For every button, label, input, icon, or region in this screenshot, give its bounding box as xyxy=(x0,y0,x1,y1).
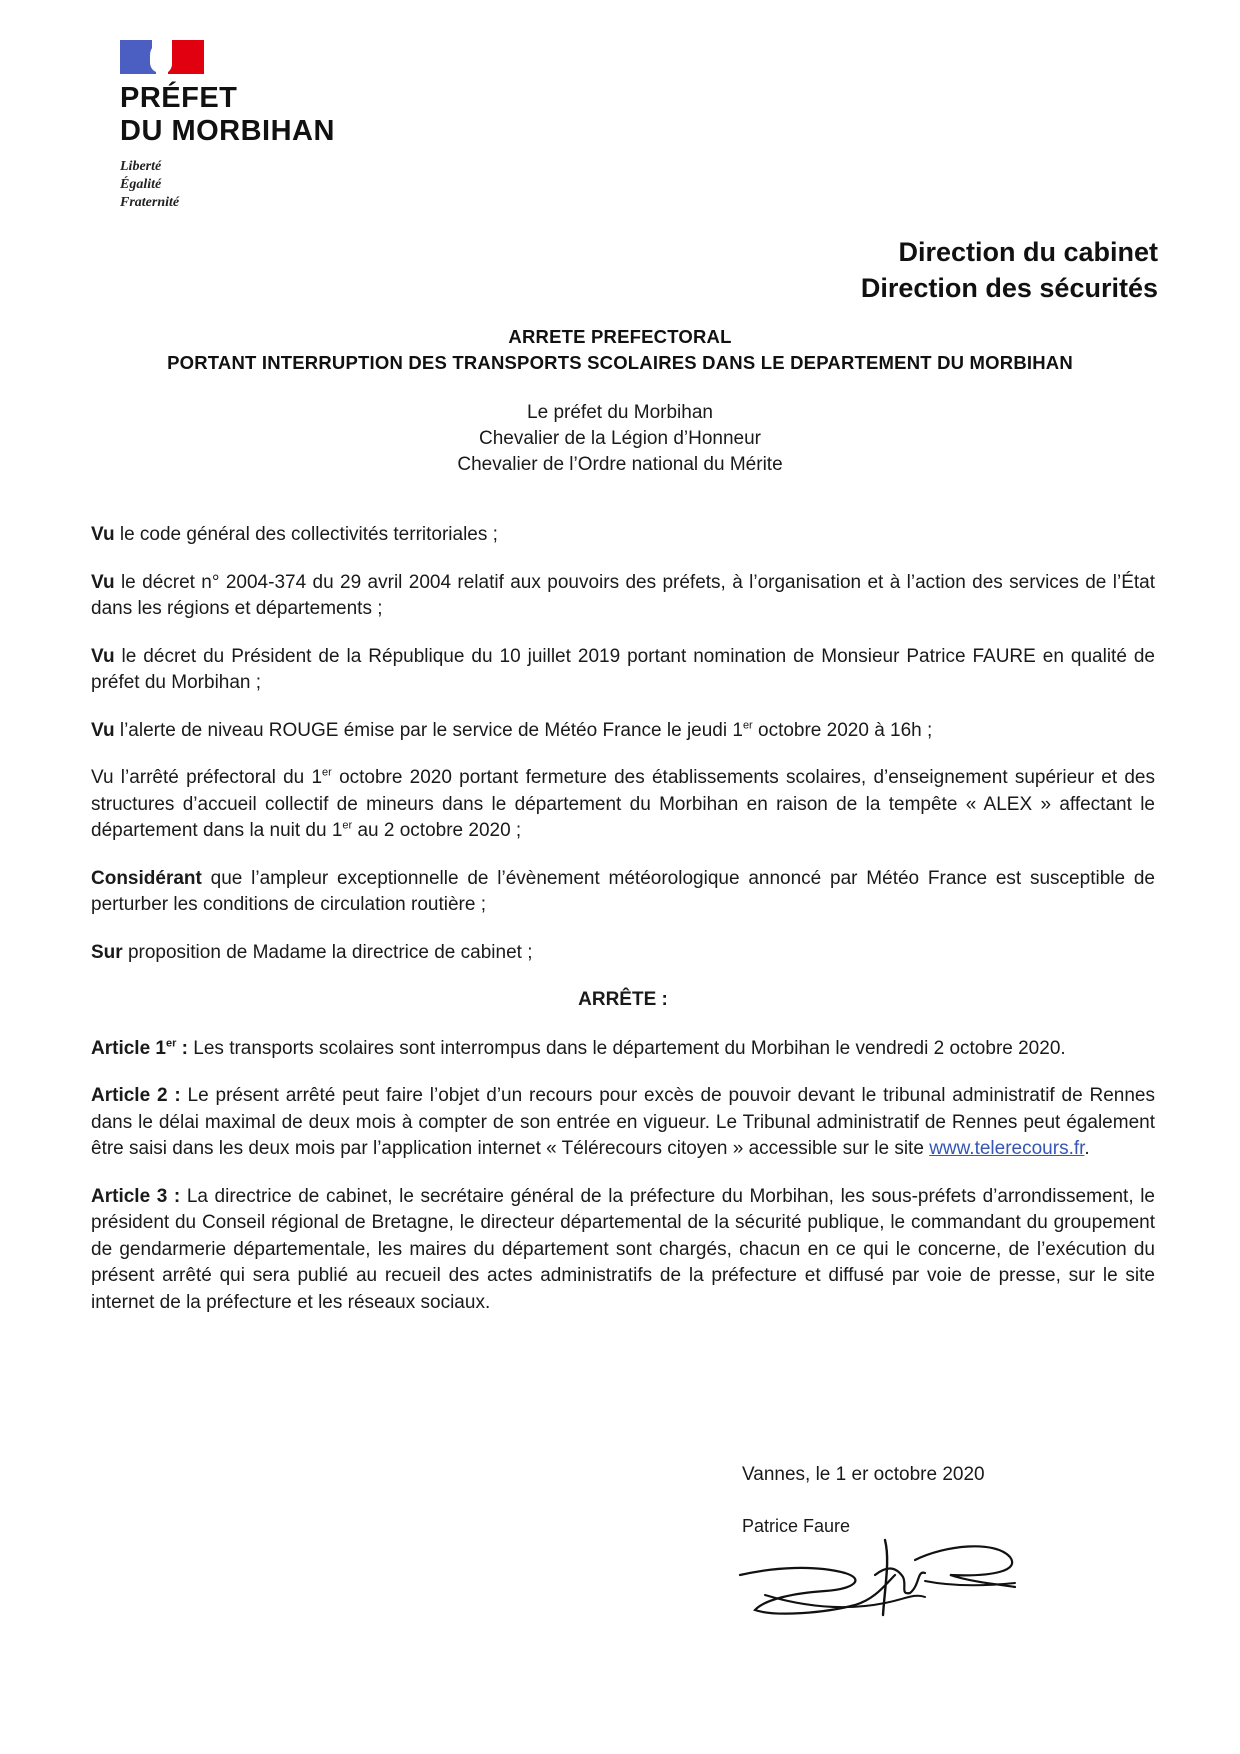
motto-egalite: Égalité xyxy=(120,177,162,192)
prefet-line-2: Chevalier de la Légion d’Honneur xyxy=(478,428,762,449)
article-3: Article 3 : La directrice de cabinet, le secrétaire général de la préfecture du Morbihan, les sous-préfets d’arrondissement, le président du Conseil régional de Bretagne, le directeur départemental de la sécurité publique, le commandant du groupement de gendarmerie départementale, les maires du département sont chargés, chacun en ce qui le concerne, de l’exécution du présent arrêté qui sera publié au recueil des actes administratifs de la préfecture et diffusé par voie de presse, sur le site internet de la préfecture et les réseaux sociaux. xyxy=(91,1185,1155,1313)
prefet-line-1: Le préfet du Morbihan xyxy=(527,402,713,423)
prefet-line-3: Chevalier de l’Ordre national du Mérite xyxy=(457,454,783,475)
motto-liberte: Liberté xyxy=(120,159,162,174)
title-line-1: ARRETE PREFECTORAL xyxy=(508,326,732,347)
telerecours-link[interactable]: www.telerecours.fr xyxy=(929,1138,1085,1159)
document-body xyxy=(91,522,1155,1337)
place-date: Vannes, le 1 er octobre 2020 xyxy=(742,1464,985,1485)
visa-paragraph: Vu le décret du Président de la République du 10 juillet 2019 portant nomination de Monsieur Patrice FAURE en qualité de préfet du Morbihan ; xyxy=(91,645,1155,693)
document-title xyxy=(60,324,1180,376)
arrete-heading: ARRÊTE : xyxy=(578,989,668,1010)
visa-paragraph: Vu le code général des collectivités territoriales ; xyxy=(91,524,498,545)
considerant-paragraph: Considérant que l’ampleur exceptionnelle de l’évènement météorologique annoncé par Météo France est susceptible de perturber les conditions de circulation routière ; xyxy=(91,867,1155,915)
marianne-flag-icon xyxy=(120,40,204,74)
direction-securites: Direction des sécurités xyxy=(860,273,1158,303)
prefet-block xyxy=(60,400,1180,478)
handwritten-signature xyxy=(735,1515,1025,1625)
motto-fraternite: Fraternité xyxy=(120,195,180,210)
visa-paragraph: Vu l’alerte de niveau ROUGE émise par le service de Météo France le jeudi 1er octobre 2020 à 16h ; xyxy=(91,719,933,741)
article-2: Article 2 : Le présent arrêté peut faire l’objet d’un recours pour excès de pouvoir devant le tribunal administratif de Rennes dans le délai maximal de deux mois à compter de son entrée en vigueur. Le Tribunal administratif de Rennes peut également être saisi dans les deux mois par l’application internet « Télérecours citoyen » accessible sur le site www.telerecours.fr. xyxy=(91,1085,1155,1159)
logo-line-1: PRÉFET xyxy=(120,82,238,114)
title-line-2: PORTANT INTERRUPTION DES TRANSPORTS SCOLAIRES DANS LE DEPARTEMENT DU MORBIHAN xyxy=(167,352,1073,373)
prefecture-logo xyxy=(120,40,380,212)
logo-title xyxy=(120,82,380,148)
visa-paragraph: Vu l’arrêté préfectoral du 1er octobre 2020 portant fermeture des établissements scolaires, d’enseignement supérieur et des structures d’accueil collectif de mineurs dans le département du Morbihan en raison de la tempête « ALEX » affectant le département dans la nuit du 1er au 2 octobre 2020 ; xyxy=(91,766,1155,841)
direction-header xyxy=(861,234,1158,306)
republic-motto xyxy=(120,158,380,212)
article-1: Article 1er : Les transports scolaires sont interrompus dans le département du Morbihan le vendredi 2 octobre 2020. xyxy=(91,1037,1066,1059)
direction-cabinet: Direction du cabinet xyxy=(898,237,1158,267)
signer-name: Patrice Faure xyxy=(742,1516,851,1536)
visa-paragraph: Vu le décret n° 2004-374 du 29 avril 2004 relatif aux pouvoirs des préfets, à l’organisation et à l’action des services de l’État dans les régions et départements ; xyxy=(91,571,1155,619)
proposition-paragraph: Sur proposition de Madame la directrice de cabinet ; xyxy=(91,941,533,963)
logo-line-2: DU MORBIHAN xyxy=(120,115,335,147)
